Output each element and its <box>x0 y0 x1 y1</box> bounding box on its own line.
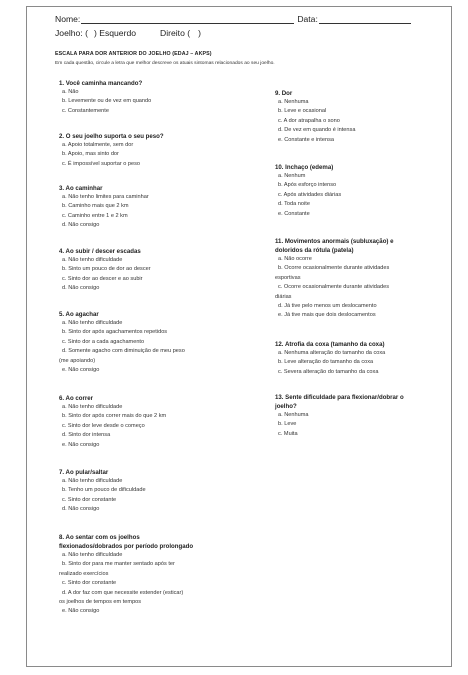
option[interactable]: d. Toda noite <box>278 201 310 208</box>
option[interactable]: e. Não consigo <box>62 441 100 448</box>
question-title: 5. Ao agachar <box>59 311 99 318</box>
option[interactable]: b. Ocorre ocasionalmente durante atividades <box>278 265 390 272</box>
option[interactable]: b. Levemente ou de vez em quando <box>62 98 152 105</box>
option[interactable]: c. Severa alteração do tamanho da coxa <box>278 368 379 375</box>
option[interactable]: d. Sinto dor intensa <box>62 432 111 439</box>
option[interactable]: b. Após esforço intenso <box>278 182 337 189</box>
option[interactable]: e. Não consigo <box>62 367 100 374</box>
questionnaire-sheet <box>26 6 452 667</box>
question-2 <box>59 132 249 169</box>
option[interactable]: c. Sinto dor constante <box>62 580 117 587</box>
question-6 <box>59 394 249 450</box>
option[interactable]: a. Nenhuma <box>278 412 309 418</box>
option[interactable]: b. Sinto dor para me manter sentado após ter <box>62 561 175 568</box>
option[interactable]: b. Sinto dor após agachamentos repetidos <box>62 329 168 336</box>
name-line <box>55 14 411 24</box>
question-title: 8. Ao sentar com os joelhos <box>59 534 140 541</box>
name-field[interactable] <box>81 15 294 24</box>
question-9 <box>275 89 435 145</box>
option[interactable]: a. Não tenho dificuldade <box>62 320 123 326</box>
right-knee-label: Direito ( <box>160 28 191 38</box>
question-8 <box>59 533 249 617</box>
option[interactable]: c. Muita <box>278 430 298 437</box>
knee-label: Joelho: ( <box>55 28 88 38</box>
question-7 <box>59 468 249 515</box>
question-1 <box>59 79 249 116</box>
question-title: 1. Você caminha mancando? <box>59 80 143 87</box>
option-continuation: (me apoiando) <box>59 357 96 364</box>
name-label: Nome: <box>55 14 81 24</box>
question-title: 9. Dor <box>275 90 293 97</box>
option-continuation: diárias <box>275 293 292 300</box>
option[interactable]: a. Não tenho dificuldade <box>62 257 123 263</box>
option[interactable]: b. Leve <box>278 421 297 428</box>
option[interactable]: b. Leve e ocasional <box>278 108 327 115</box>
option-continuation: os joelhos de tempos em tempos <box>59 599 142 606</box>
question-12 <box>275 340 435 377</box>
option[interactable]: c. A dor atrapalha o sono <box>278 117 340 124</box>
option[interactable]: a. Não ocorre <box>278 256 312 262</box>
option[interactable]: b. Apoio, mas sinto dor <box>62 151 119 158</box>
scale-title: ESCALA PARA DOR ANTERIOR DO JOELHO (EDAJ – AKPS) <box>55 51 212 57</box>
option[interactable]: a. Nenhuma alteração do tamanho da coxa <box>278 350 386 356</box>
question-3 <box>59 184 249 231</box>
option[interactable]: a. Não tenho limites para caminhar <box>62 194 149 200</box>
option[interactable]: a. Não tenho dificuldade <box>62 404 123 410</box>
option[interactable]: d. Não consigo <box>62 506 100 513</box>
option[interactable]: a. Não tenho dificuldade <box>62 552 123 558</box>
question-4 <box>59 247 249 294</box>
date-field[interactable] <box>319 15 411 24</box>
option[interactable]: b. Caminho mais que 2 km <box>62 203 129 210</box>
date-label: Data: <box>297 14 318 24</box>
question-title: 3. Ao caminhar <box>59 185 103 192</box>
question-title: 13. Sente dificuldade para flexionar/dobrar o <box>275 394 404 401</box>
option[interactable]: b. Sinto dor após correr mais do que 2 km <box>62 413 167 420</box>
left-knee-option[interactable]: ) Esquerdo <box>93 28 137 38</box>
question-title: 2. O seu joelho suporta o seu peso? <box>59 133 164 140</box>
option[interactable]: c. Constantemente <box>62 107 109 114</box>
option[interactable]: c. Sinto dor ao descer e ao subir <box>62 275 143 282</box>
question-title-cont: flexionados/dobrados por período prolongado <box>59 543 194 550</box>
option[interactable]: a. Não <box>62 89 79 95</box>
option[interactable]: e. Já tive mais que dois deslocamentos <box>278 312 376 319</box>
option[interactable]: c. Sinto dor constante <box>62 496 117 503</box>
option[interactable]: c. É impossível suportar o peso <box>62 160 141 167</box>
option[interactable]: b. Leve alteração do tamanho da coxa <box>278 359 374 366</box>
question-title: 6. Ao correr <box>59 395 93 402</box>
option[interactable]: b. Tenho um pouco de dificuldade <box>62 487 146 494</box>
knee-line <box>55 28 201 38</box>
question-title: 12. Atrofia da coxa (tamanho da coxa) <box>275 341 385 348</box>
question-title-cont: joelho? <box>275 403 297 410</box>
option[interactable]: a. Não tenho dificuldade <box>62 478 123 484</box>
option[interactable]: a. Apoio totalmente, sem dor <box>62 142 134 148</box>
option[interactable]: c. Após atividades diárias <box>278 191 342 198</box>
question-10 <box>275 163 435 219</box>
option[interactable]: e. Não consigo <box>62 608 100 615</box>
question-5 <box>59 310 249 375</box>
option[interactable]: a. Nenhum <box>278 173 306 179</box>
option[interactable]: d. Não consigo <box>62 285 100 292</box>
option[interactable]: c. Sinto dor a cada agachamento <box>62 338 145 345</box>
option[interactable]: d. Já tive pelo menos um deslocamento <box>278 303 377 310</box>
option[interactable]: d. Não consigo <box>62 222 100 229</box>
instructions: Em cada questão, circule a letra que melhor descreve os atuais sintomas relacionados ao seu joelho. <box>55 61 275 66</box>
option[interactable]: d. De vez em quando é intensa <box>278 127 356 134</box>
question-11 <box>275 237 435 321</box>
option[interactable]: e. Constante e intensa <box>278 136 334 143</box>
option[interactable]: c. Ocorre ocasionalmente durante atividades <box>278 284 390 291</box>
option[interactable]: a. Nenhuma <box>278 99 309 105</box>
option[interactable]: c. Sinto dor leve desde o começo <box>62 422 145 429</box>
option[interactable]: b. Sinto um pouco de dor ao descer <box>62 266 151 273</box>
question-title: 4. Ao subir / descer escadas <box>59 248 141 255</box>
option[interactable]: c. Caminho entre 1 e 2 km <box>62 212 128 219</box>
question-title: 11. Movimentos anormais (subluxação) e <box>275 238 394 245</box>
option-continuation: realizado exercícios <box>59 570 109 577</box>
option-continuation: esportivas <box>275 274 301 281</box>
option[interactable]: d. A dor faz com que necessite estender (esticar) <box>62 589 184 596</box>
option[interactable]: e. Constante <box>278 210 310 217</box>
right-knee-option[interactable]: ) <box>198 28 201 38</box>
question-title: 7. Ao pular/saltar <box>59 469 109 476</box>
question-13 <box>275 393 435 439</box>
option[interactable]: d. Somente agacho com diminuição de meu peso <box>62 348 185 355</box>
question-title-cont: doloridos da rótula (patela) <box>275 247 354 254</box>
question-title: 10. Inchaço (edema) <box>275 164 334 171</box>
